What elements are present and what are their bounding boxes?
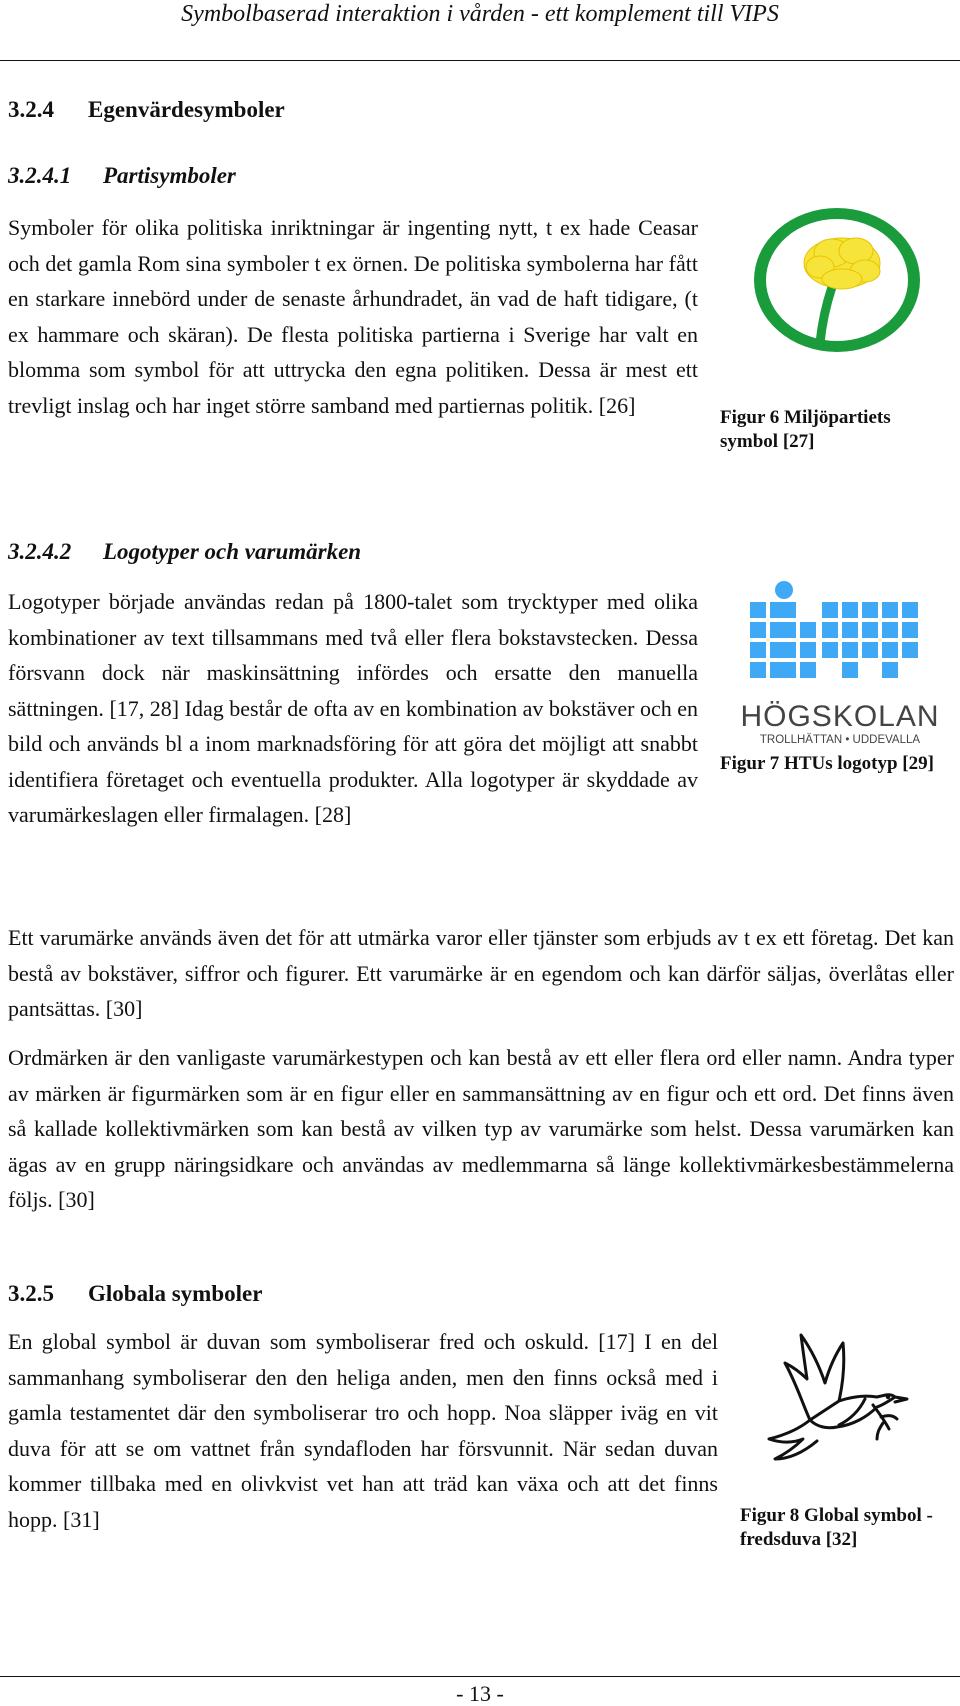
- section-heading-3-2-4: [8, 96, 285, 124]
- logo-wordmark: HÖGSKOLAN: [740, 700, 940, 733]
- section-title: Egenvärdesymboler: [88, 97, 285, 122]
- running-header: Symbolbaserad interaktion i vården - ett komplement till VIPS: [181, 1, 779, 27]
- figure-6-caption: Figur 6 Miljöpartiets symbol [27]: [720, 407, 891, 452]
- htu-logo: [740, 578, 940, 746]
- logotypes-paragraph: Logotyper började användas redan på 1800-talet som trycktyper med olika kombinationer av text tillsammans med två eller flera bokstavstecken. Dessa försvann dock när maskinsättning infördes och ersatte den manuella sättningen. [17, 28] Idag består de ofta av en kombination av bokstäver och en bild och används bl a inom marknadsföring för att göra det möjligt att snabbt identifiera företaget och eventuella produkter. Alla logotyper är skyddade av varumärkeslagen eller firmalagen. [28]: [8, 589, 698, 827]
- figure-8-caption: Figur 8 Global symbol - fredsduva [32]: [740, 1505, 933, 1550]
- subsection-heading-3-2-4-1: [8, 162, 236, 190]
- trademark-paragraph: Ett varumärke används även det för att utmärka varor eller tjänster som erbjuds av t ex ett företag. Det kan bestå av bokstäver, siffror och figurer. Ett varumärke är en egendom och kan därför säljas, överlåtas eller pantsättas. [30]: [8, 925, 954, 1021]
- global-symbols-paragraph: En global symbol är duvan som symboliserar fred och oskuld. [17] I en del sammanhang symboliserar den den heliga anden, men den finns också med i gamla testamentet där den symboliserar tro och hopp. Noa släpper iväg en vit duva för att se om vattnet från syndafloden har försvunnit. När sedan duvan kommer tillbaka med en olivkvist vet han att träd kan växa och att det finns hopp. [31]: [8, 1329, 718, 1532]
- section-heading-3-2-5: [8, 1280, 262, 1308]
- subsection-number: 3.2.4.2: [8, 539, 72, 564]
- party-symbols-paragraph: Symboler för olika politiska inriktningar är ingenting nytt, t ex hade Ceasar och det gamla Rom sina symboler t ex örnen. De politiska symbolerna har fått en starkare innebörd under de senaste århundradet, än vad de haft tidigare, (t ex hammare och skäran). De flesta politiska partierna i Sverige har valt en blomma som symbol för att uttrycka den egna politiken. Dessa är mest ett trevligt inslag och har inget större samband med partiernas politik. [26]: [8, 215, 698, 418]
- subsection-number: 3.2.4.1: [8, 163, 72, 188]
- subsection-heading-3-2-4-2: [8, 538, 361, 566]
- wordmark-paragraph: Ordmärken är den vanligaste varumärkestypen och kan bestå av ett eller flera ord eller namn. Andra typer av märken är figurmärken som är en figur eller en sammansättning av en figur och ett ord. Det finns även så kallade kollektivmärken som kan bestå av vilken typ av varumärke som helst. Dessa varumärken kan ägas av en grupp näringsidkare och användas av medlemmarna så länge kollektivmärkesbestämmelerna följs. [30]: [8, 1045, 954, 1212]
- page-number: - 13 -: [456, 1681, 504, 1706]
- htu-logo-mark: [740, 578, 940, 696]
- figure-7-caption: Figur 7 HTUs logotyp [29]: [720, 753, 934, 774]
- section-title: Globala symboler: [88, 1281, 263, 1306]
- logo-subtitle: TROLLHÄTTAN • UDDEVALLA: [759, 734, 921, 746]
- footer-divider: [0, 1676, 960, 1677]
- miljopartiet-logo: [750, 205, 925, 355]
- section-number: 3.2.4: [8, 97, 54, 122]
- subsection-title: Logotyper och varumärken: [103, 539, 362, 564]
- header-divider: [0, 60, 960, 61]
- section-number: 3.2.5: [8, 1281, 54, 1306]
- subsection-title: Partisymboler: [103, 163, 236, 188]
- peace-dove-illustration: [755, 1325, 915, 1470]
